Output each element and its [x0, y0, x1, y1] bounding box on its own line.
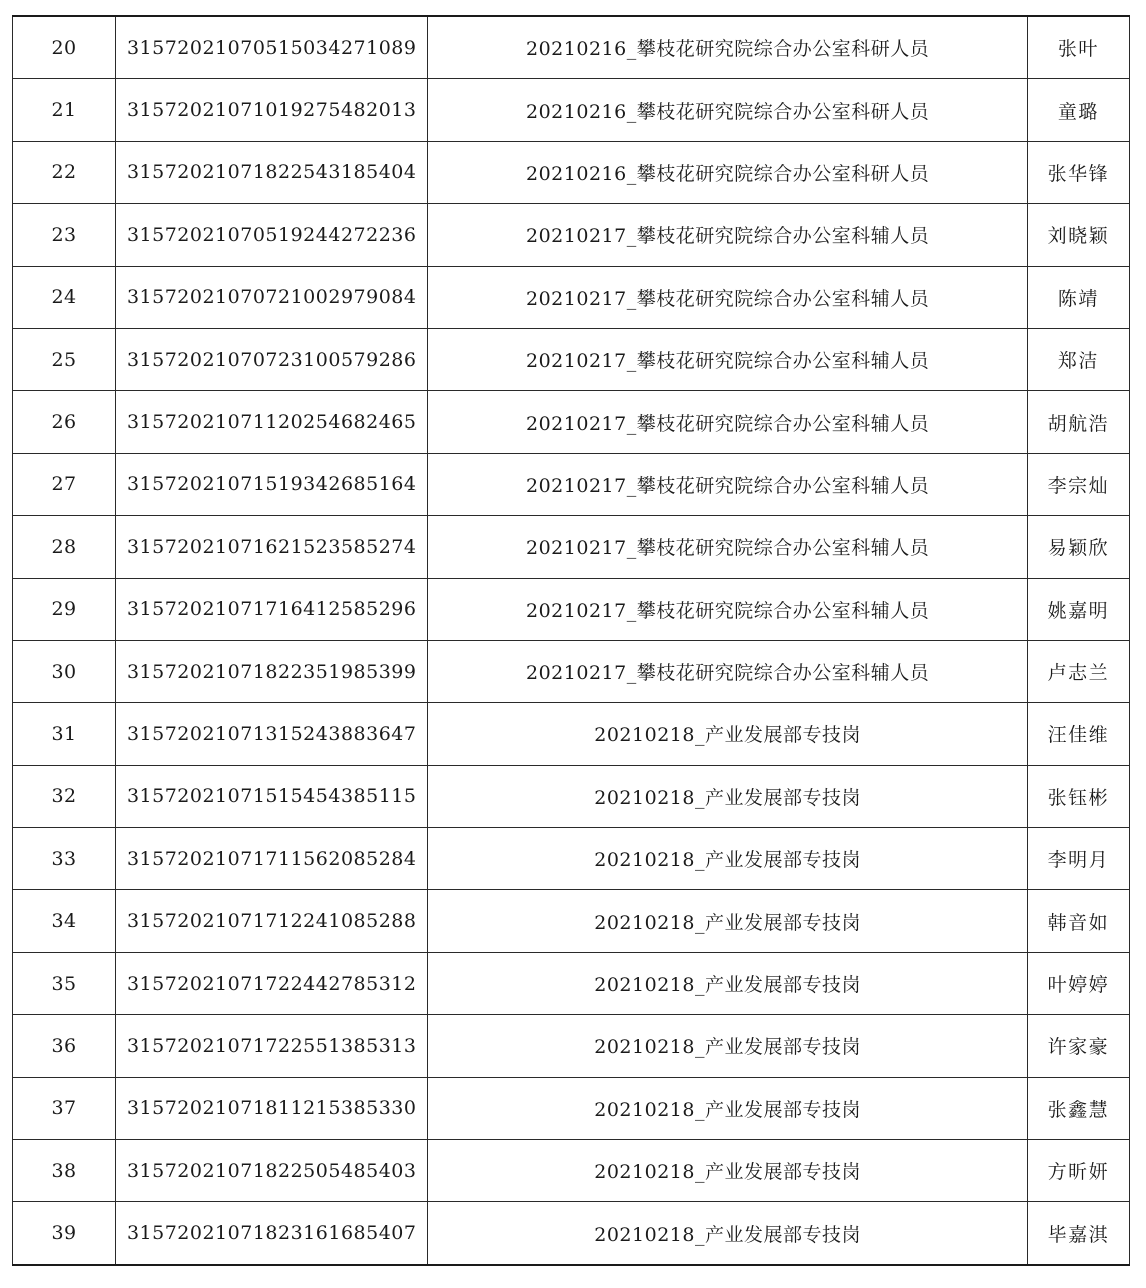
applicant-table	[12, 15, 1130, 1266]
position-cell: 20210217_攀枝花研究院综合办公室科辅人员	[428, 453, 1028, 515]
row-number-cell: 39	[13, 1202, 116, 1265]
registration-id-cell: 31572021071711562085284	[116, 828, 428, 890]
applicant-name-cell: 张钰彬	[1027, 765, 1129, 827]
position-cell: 20210218_产业发展部专技岗	[428, 703, 1028, 765]
applicant-name-cell: 姚嘉明	[1027, 578, 1129, 640]
registration-id-cell: 31572021071811215385330	[116, 1077, 428, 1139]
table-row	[13, 328, 1130, 390]
table-row	[13, 828, 1130, 890]
registration-id-cell: 31572021071515454385115	[116, 765, 428, 827]
position-cell: 20210217_攀枝花研究院综合办公室科辅人员	[428, 578, 1028, 640]
applicant-name-cell: 张华锋	[1027, 141, 1129, 203]
table-row	[13, 453, 1130, 515]
registration-id-cell: 31572021071712241085288	[116, 890, 428, 952]
table-row	[13, 640, 1130, 702]
applicant-name-cell: 李宗灿	[1027, 453, 1129, 515]
row-number-cell: 25	[13, 328, 116, 390]
applicant-name-cell: 韩音如	[1027, 890, 1129, 952]
position-cell: 20210217_攀枝花研究院综合办公室科辅人员	[428, 266, 1028, 328]
position-cell: 20210217_攀枝花研究院综合办公室科辅人员	[428, 391, 1028, 453]
position-cell: 20210218_产业发展部专技岗	[428, 765, 1028, 827]
registration-id-cell: 31572021070519244272236	[116, 204, 428, 266]
row-number-cell: 32	[13, 765, 116, 827]
position-cell: 20210217_攀枝花研究院综合办公室科辅人员	[428, 204, 1028, 266]
table-row	[13, 79, 1130, 141]
registration-id-cell: 31572021071315243883647	[116, 703, 428, 765]
applicant-name-cell: 胡航浩	[1027, 391, 1129, 453]
row-number-cell: 27	[13, 453, 116, 515]
registration-id-cell: 31572021071722442785312	[116, 952, 428, 1014]
table-row	[13, 266, 1130, 328]
applicant-name-cell: 童璐	[1027, 79, 1129, 141]
row-number-cell: 30	[13, 640, 116, 702]
row-number-cell: 33	[13, 828, 116, 890]
registration-id-cell: 31572021071822505485403	[116, 1140, 428, 1202]
applicant-name-cell: 汪佳维	[1027, 703, 1129, 765]
row-number-cell: 36	[13, 1015, 116, 1077]
row-number-cell: 24	[13, 266, 116, 328]
position-cell: 20210218_产业发展部专技岗	[428, 1140, 1028, 1202]
registration-id-cell: 31572021071716412585296	[116, 578, 428, 640]
registration-id-cell: 31572021071120254682465	[116, 391, 428, 453]
table-row	[13, 516, 1130, 578]
position-cell: 20210217_攀枝花研究院综合办公室科辅人员	[428, 516, 1028, 578]
row-number-cell: 20	[13, 16, 116, 79]
row-number-cell: 35	[13, 952, 116, 1014]
applicant-name-cell: 方昕妍	[1027, 1140, 1129, 1202]
row-number-cell: 21	[13, 79, 116, 141]
registration-id-cell: 31572021071621523585274	[116, 516, 428, 578]
position-cell: 20210218_产业发展部专技岗	[428, 1015, 1028, 1077]
registration-id-cell: 31572021071722551385313	[116, 1015, 428, 1077]
table-row	[13, 204, 1130, 266]
applicant-name-cell: 郑洁	[1027, 328, 1129, 390]
registration-id-cell: 31572021071019275482013	[116, 79, 428, 141]
table-row	[13, 578, 1130, 640]
row-number-cell: 29	[13, 578, 116, 640]
applicant-name-cell: 毕嘉淇	[1027, 1202, 1129, 1265]
row-number-cell: 37	[13, 1077, 116, 1139]
position-cell: 20210217_攀枝花研究院综合办公室科辅人员	[428, 328, 1028, 390]
position-cell: 20210216_攀枝花研究院综合办公室科研人员	[428, 141, 1028, 203]
position-cell: 20210218_产业发展部专技岗	[428, 828, 1028, 890]
table-row	[13, 890, 1130, 952]
applicant-name-cell: 卢志兰	[1027, 640, 1129, 702]
registration-id-cell: 31572021071823161685407	[116, 1202, 428, 1265]
applicant-name-cell: 刘晓颖	[1027, 204, 1129, 266]
registration-id-cell: 31572021071822543185404	[116, 141, 428, 203]
applicant-name-cell: 许家豪	[1027, 1015, 1129, 1077]
registration-id-cell: 31572021070515034271089	[116, 16, 428, 79]
position-cell: 20210218_产业发展部专技岗	[428, 1202, 1028, 1265]
position-cell: 20210217_攀枝花研究院综合办公室科辅人员	[428, 640, 1028, 702]
position-cell: 20210216_攀枝花研究院综合办公室科研人员	[428, 79, 1028, 141]
table-row	[13, 1015, 1130, 1077]
table-row	[13, 1202, 1130, 1265]
table-row	[13, 16, 1130, 79]
applicant-name-cell: 易颖欣	[1027, 516, 1129, 578]
position-cell: 20210218_产业发展部专技岗	[428, 952, 1028, 1014]
row-number-cell: 38	[13, 1140, 116, 1202]
table-row	[13, 1140, 1130, 1202]
applicant-table-body	[13, 16, 1130, 1265]
table-row	[13, 703, 1130, 765]
position-cell: 20210218_产业发展部专技岗	[428, 890, 1028, 952]
row-number-cell: 22	[13, 141, 116, 203]
applicant-name-cell: 叶婷婷	[1027, 952, 1129, 1014]
table-row	[13, 1077, 1130, 1139]
row-number-cell: 26	[13, 391, 116, 453]
row-number-cell: 23	[13, 204, 116, 266]
table-row	[13, 765, 1130, 827]
position-cell: 20210218_产业发展部专技岗	[428, 1077, 1028, 1139]
applicant-name-cell: 张叶	[1027, 16, 1129, 79]
registration-id-cell: 31572021071519342685164	[116, 453, 428, 515]
applicant-name-cell: 陈靖	[1027, 266, 1129, 328]
applicant-name-cell: 张鑫慧	[1027, 1077, 1129, 1139]
registration-id-cell: 31572021070723100579286	[116, 328, 428, 390]
position-cell: 20210216_攀枝花研究院综合办公室科研人员	[428, 16, 1028, 79]
table-row	[13, 952, 1130, 1014]
row-number-cell: 31	[13, 703, 116, 765]
registration-id-cell: 31572021071822351985399	[116, 640, 428, 702]
row-number-cell: 34	[13, 890, 116, 952]
applicant-name-cell: 李明月	[1027, 828, 1129, 890]
registration-id-cell: 31572021070721002979084	[116, 266, 428, 328]
row-number-cell: 28	[13, 516, 116, 578]
document-page	[12, 15, 1130, 1266]
table-row	[13, 391, 1130, 453]
table-row	[13, 141, 1130, 203]
